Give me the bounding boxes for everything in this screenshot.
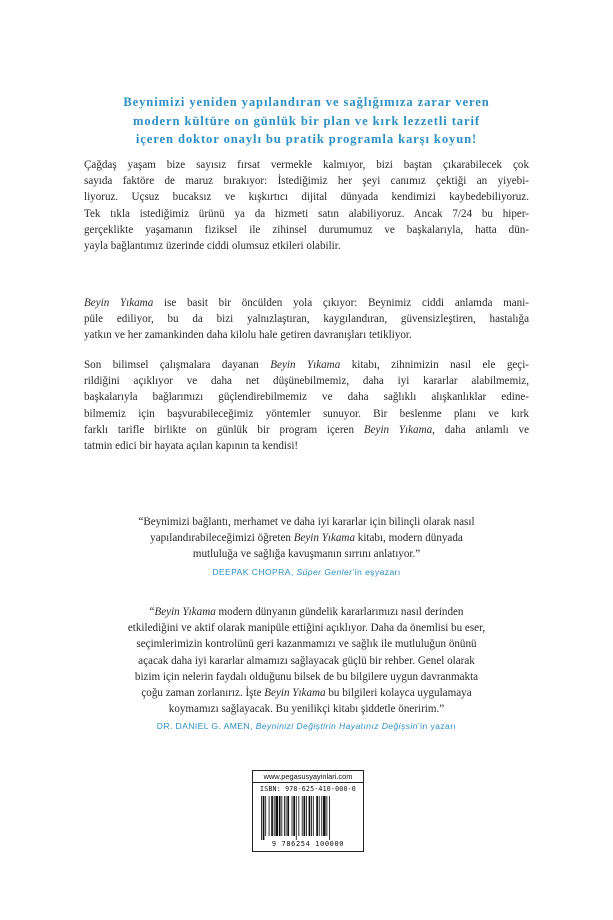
quote-text: çoğu zaman zorlanırız. İşte [141, 687, 265, 700]
book-title: Beyin Yıkama [363, 423, 433, 436]
quote-text: modern dünyanın gündelik kararlarımızı nasıl derinden [215, 606, 464, 618]
paragraph-line [84, 295, 529, 311]
book-title: Beyin Yıkama [293, 532, 355, 545]
barcode-digits: 9 786254 100000 [271, 840, 345, 848]
isbn-barcode-box [252, 770, 364, 852]
attribution-name: DR. DANIEL G. AMEN, [156, 721, 256, 732]
paragraph-line: yayla bağlantımız üzerinde ciddi olumsuz etkileri olabilir. [84, 240, 341, 253]
paragraph-text: kitabı, zihnimizin nasıl ele geçi- [340, 359, 530, 371]
intro-paragraph [84, 157, 529, 254]
headline-line: Beynimizi yeniden yapılandıran ve sağlığımıza zarar veren [123, 95, 490, 109]
attribution-suffix: ’in eşyazarı [352, 566, 401, 577]
quote-line [84, 685, 529, 701]
paragraph-line [84, 422, 529, 438]
endorsement-quote-amen [84, 604, 529, 735]
paragraph-line: Çağdaş yaşam bize sayısız fırsat vermekle kalmıyor, bizi baştan çıkarabilecek çok [84, 159, 529, 171]
quote-line: “Beynimizi bağlantı, merhamet ve daha iyi kararlar için bilinçli olarak nasıl [138, 516, 475, 528]
headline-line: modern kültüre on günlük bir plan ve kırk lezzetli tarif [133, 113, 480, 128]
paragraph-line: bilmemiz için başvurabileceğimiz yöntemler sunuyor. Bir beslenme planı ve kırk [84, 407, 529, 420]
attribution-book: Beyninizi Değiştirin Hayatınız Değişsin [255, 721, 418, 732]
paragraph-line: Tek tıkla istediğimiz ürünü ya da hizmeti satın alabiliyoruz. Ancak 7/24 bu hiper- [84, 207, 529, 220]
paragraph-text: farklı tarifle birlikte on günlük bir program içeren [84, 423, 364, 436]
paragraph-text: ise basit bir öncülden yola çıkıyor: Beynimiz ciddi anlamda mani- [153, 297, 529, 309]
book-title: Beyin Yıkama [84, 297, 154, 309]
quote-line: bizim için nelerin faydalı olduğunu bilsek de bu bilgilere uygun davranmakta [134, 670, 479, 683]
paragraph-line: rildiğini açıklıyor ve daha net düşünebilmemiz, daha iyi kararlar alabilmemiz, [84, 375, 529, 388]
publisher-url: www.pegasusyayinlari.com [253, 771, 363, 783]
endorsement-quote-chopra [84, 514, 529, 580]
quote-attribution [84, 718, 529, 734]
book-title: Beyin Yıkama [270, 359, 341, 371]
back-cover-headline [60, 93, 553, 149]
quote-line: koymamızı sağlayacak. Bu yenilikçi kitabı şiddetle öneririm.” [168, 703, 445, 716]
book-title: Beyin Yıkama [154, 606, 216, 618]
paragraph-text: , daha anlamlı ve [432, 423, 530, 436]
paragraph-line [84, 357, 529, 373]
quote-line [84, 604, 529, 620]
paragraph-line: gerçeklikte yaşamanın fiziksel ile zihinsel durumumuz ve başkalarıyla, hatta dün- [84, 223, 529, 236]
quote-line: mutluluğa ve sağlığa kavuşmanın sırrını anlatıyor.” [192, 548, 421, 561]
quote-text: yapılandırabileceğimizi öğreten [150, 532, 294, 545]
paragraph-line: tatmin edici bir hayata açılan kapının ta kendisi! [84, 440, 299, 453]
quote-line: etkilediğini ve aktif olarak manipüle ettiğini açıklıyor. Daha da önemlisi bu eser, [127, 622, 486, 635]
attribution-book: Süper Genler [296, 566, 353, 577]
isbn-label: ISBN: 978-625-410-000-0 [260, 785, 356, 793]
paragraph-line: püle ediliyor, bu da bizi yalnızlaştıran, kaygılandıran, güvensizleştiren, hastalığa [84, 313, 529, 326]
paragraph-line: sayıda faktöre de maruz bırakıyor: İstediğimiz her şeyi canımız çektiği an yiyebi- [84, 175, 529, 188]
quote-line: seçimlerimizin kontrolünü geri kazanmamızı ve sağlık ile mutluluğun önünü [136, 638, 477, 651]
attribution-name: DEEPAK CHOPRA, [212, 566, 297, 577]
attribution-suffix: ’in yazarı [417, 721, 457, 732]
quote-line: açacak daha iyi kararlar almamızı sağlayacak güçlü bir rehber. Genel olarak [138, 654, 475, 667]
quote-open-mark: “ [149, 606, 155, 618]
paragraph-line: liyoruz. Uçsuz bucaksız ve kışkırtıcı dijital dünyada kendimizi kaybedebiliyoruz. [84, 191, 529, 204]
barcode-bars-icon [261, 796, 355, 840]
summary-paragraph [84, 357, 529, 454]
paragraph-line: yatkın ve her zamankinden daha kilolu hale getiren davranışları tetikliyor. [84, 329, 412, 342]
quote-line [84, 530, 529, 546]
quote-text: kitabı, modern dünyada [355, 532, 463, 545]
paragraph-text: Son bilimsel çalışmalara dayanan [84, 359, 271, 371]
quote-attribution [84, 564, 529, 580]
book-title: Beyin Yıkama [264, 687, 326, 700]
paragraph-line: başkalarıyla bağlarımızı güçlendirebilmemiz ve daha sağlıklı alışkanlıklar edine- [84, 391, 529, 404]
quote-text: bu bilgileri kolayca uygulamaya [325, 687, 472, 700]
premise-paragraph [84, 295, 529, 344]
headline-line: içeren doktor onaylı bu pratik programla karşı koyun! [135, 132, 478, 146]
